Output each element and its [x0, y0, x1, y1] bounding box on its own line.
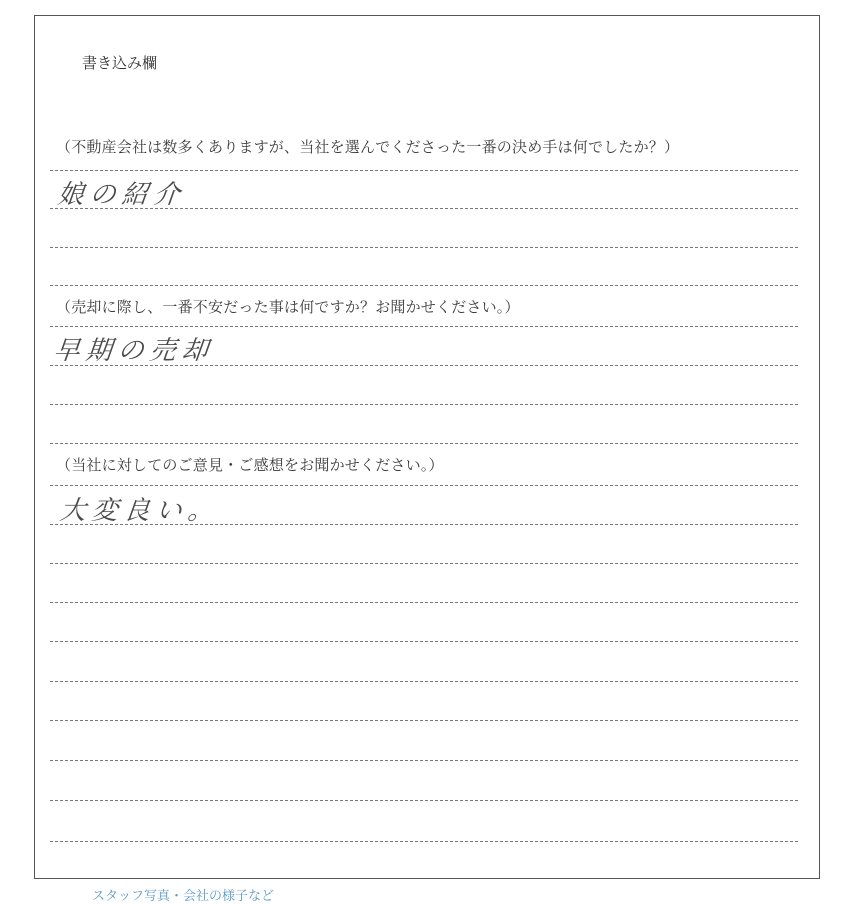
answer-line	[50, 365, 798, 366]
answer-line	[50, 563, 798, 564]
answer-biggest-worry[interactable]: 早期の売却	[52, 336, 216, 366]
answer-line	[50, 524, 798, 525]
form-title: 書き込み欄	[82, 54, 158, 72]
answer-feedback[interactable]: 大変良い。	[58, 496, 222, 526]
answer-line	[50, 720, 798, 721]
answer-line	[50, 760, 798, 761]
answer-line	[50, 602, 798, 603]
answer-line	[50, 285, 798, 286]
footer-partial-text: スタッフ写真・会社の様子など	[92, 889, 275, 904]
question-decision-factor: （不動産会社は数多くありますが、当社を選んでくださった一番の決め手は何でしたか？）	[56, 138, 680, 156]
answer-line	[50, 800, 798, 801]
answer-line	[50, 404, 798, 405]
answer-line	[50, 247, 798, 248]
question-biggest-worry: （売却に際し、一番不安だった事は何ですか？お聞かせください。）	[56, 298, 520, 316]
answer-decision-factor[interactable]: 娘の紹介	[56, 180, 188, 210]
answer-line	[50, 681, 798, 682]
answer-line	[50, 170, 798, 171]
answer-line	[50, 841, 798, 842]
answer-line	[50, 485, 798, 486]
answer-line	[50, 326, 798, 327]
answer-line	[50, 641, 798, 642]
answer-line	[50, 443, 798, 444]
question-feedback: （当社に対してのご意見・ご感想をお聞かせください。）	[56, 456, 444, 474]
answer-line	[50, 208, 798, 209]
